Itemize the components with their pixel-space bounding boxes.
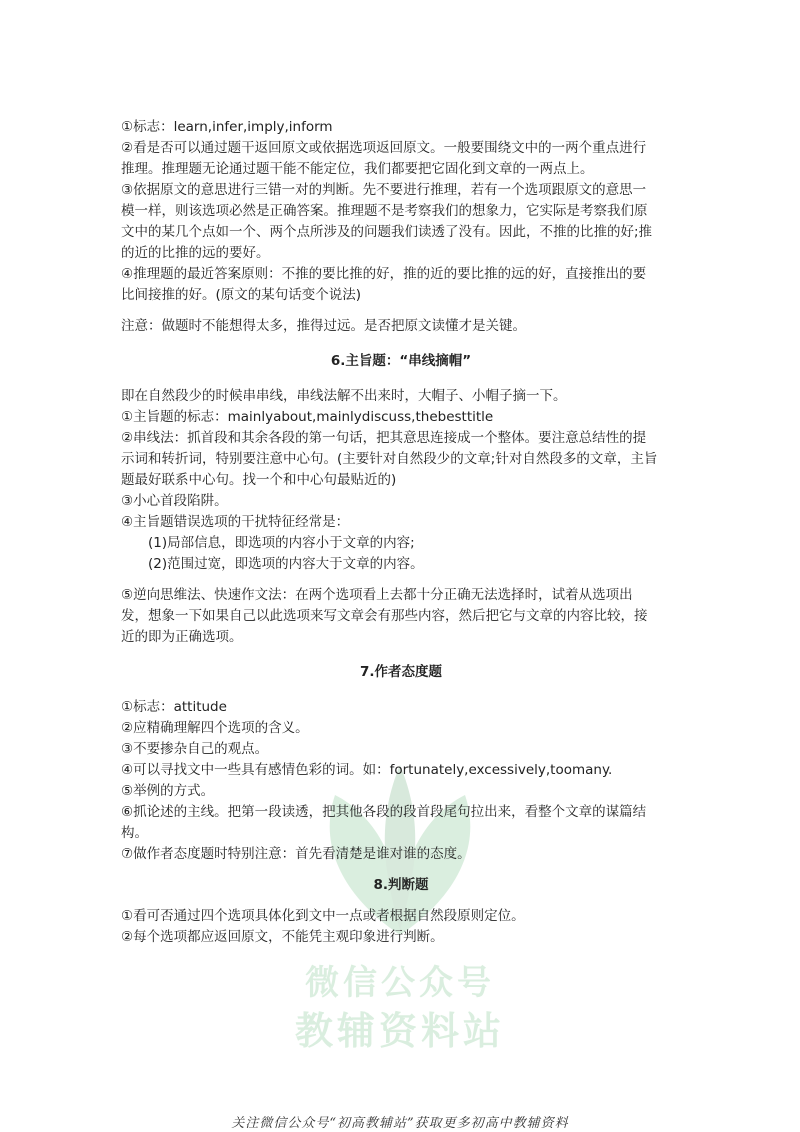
text-line: 即在自然段少的时候串串线，串线法解不出来时，大帽子、小帽子摘一下。 xyxy=(121,388,567,404)
text-line: 构。 xyxy=(121,825,148,841)
text-line: ①看可否通过四个选项具体化到文中一点或者根据自然段原则定位。 xyxy=(121,908,525,924)
spacer xyxy=(121,865,681,875)
text-line: ④主旨题错误选项的干扰特征经常是： xyxy=(121,514,350,530)
text-line: ①标志：learn,infer,imply,inform xyxy=(121,119,333,135)
text-line: 题最好联系中心句。找一个和中心句最贴近的) xyxy=(121,472,397,488)
text-line: ①标志：attitude xyxy=(121,699,227,715)
text-line: ②应精确理解四个选项的含义。 xyxy=(121,720,309,736)
text-line: ⑤逆向思维法、快速作文法：在两个选项看上去都十分正确无法选择时，试着从选项出 xyxy=(121,587,633,603)
text-line: ③小心首段陷阱。 xyxy=(121,493,228,509)
text-line: ⑤举例的方式。 xyxy=(121,783,215,799)
text-line: ⑦做作者态度题时特别注意：首先看清楚是谁对谁的态度。 xyxy=(121,846,471,862)
spacer xyxy=(121,337,681,351)
text-line: ④可以寻找文中一些具有感情色彩的词。如：fortunately,excessively,toomany. xyxy=(121,762,613,778)
section-heading-7: 7.作者态度题 xyxy=(359,664,443,680)
text-line: 推理。推理题无论通过题干能不能定位，我们都要把它固化到文章的一两点上。 xyxy=(121,161,594,177)
text-line: (2)范围过宽，即选项的内容大于文章的内容。 xyxy=(148,556,424,572)
text-line: 近的即为正确选项。 xyxy=(121,629,243,645)
text-line: ④推理题的最近答案原则：不推的要比推的好，推的近的要比推的远的好，直接推出的要 xyxy=(121,266,647,282)
spacer xyxy=(121,306,681,316)
spacer xyxy=(121,896,681,906)
document-body xyxy=(121,117,681,948)
text-line: ③不要掺杂自己的观点。 xyxy=(121,741,269,757)
text-line: ②串线法：抓首段和其余各段的第一句话，把其意思连接成一个整体。要注意总结性的提 xyxy=(121,430,647,446)
spacer xyxy=(121,683,681,697)
text-line: 比间接推的好。(原文的某句话变个说法) xyxy=(121,287,362,303)
section-heading-6: 6.主旨题：“串线摘帽” xyxy=(330,353,472,369)
spacer xyxy=(121,648,681,662)
text-line: ⑥抓论述的主线。把第一段读透，把其他各段的段首段尾句拉出来，看整个文章的谋篇结 xyxy=(121,804,647,820)
section-heading-8: 8.判断题 xyxy=(373,877,429,893)
text-line: ③依据原文的意思进行三错一对的判断。先不要进行推理，若有一个选项跟原文的意思一 xyxy=(121,182,647,198)
text-line: 发，想象一下如果自己以此选项来写文章会有那些内容，然后把它与文章的内容比较，接 xyxy=(121,608,648,624)
page-footer: 关注微信公众号“初高教辅站”获取更多初高中教辅资料 xyxy=(231,1116,569,1131)
spacer xyxy=(121,575,681,585)
text-line: ②每个选项都应返回原文，不能凭主观印象进行判断。 xyxy=(121,929,444,945)
text-line: 的近的比推的远的要好。 xyxy=(121,245,270,261)
text-line: 模一样，则该选项必然是正确答案。推理题不是考察我们的想象力，它实际是考察我们原 xyxy=(121,203,648,219)
watermark-line1: 微信公众号 xyxy=(305,963,495,1003)
text-line: 示词和转折词，特别要注意中心句。(主要针对自然段少的文章;针对自然段多的文章，主旨 xyxy=(121,451,658,467)
text-line: ②看是否可以通过题干返回原文或依据选项返回原文。一般要围绕文中的一两个重点进行 xyxy=(121,140,647,156)
text-line: (1)局部信息，即选项的内容小于文章的内容; xyxy=(148,535,415,551)
text-line: 文中的某几个点如一个、两个点所涉及的问题我们读透了没有。因此，不推的比推的好;推 xyxy=(121,224,653,240)
note-line: 注意：做题时不能想得太多，推得过远。是否把原文读懂才是关键。 xyxy=(121,318,526,334)
spacer xyxy=(121,372,681,386)
text-line: ①主旨题的标志：mainlyabout,mainlydiscuss,thebesttitle xyxy=(121,409,494,425)
watermark-line2: 教辅资料站 xyxy=(294,1009,505,1053)
